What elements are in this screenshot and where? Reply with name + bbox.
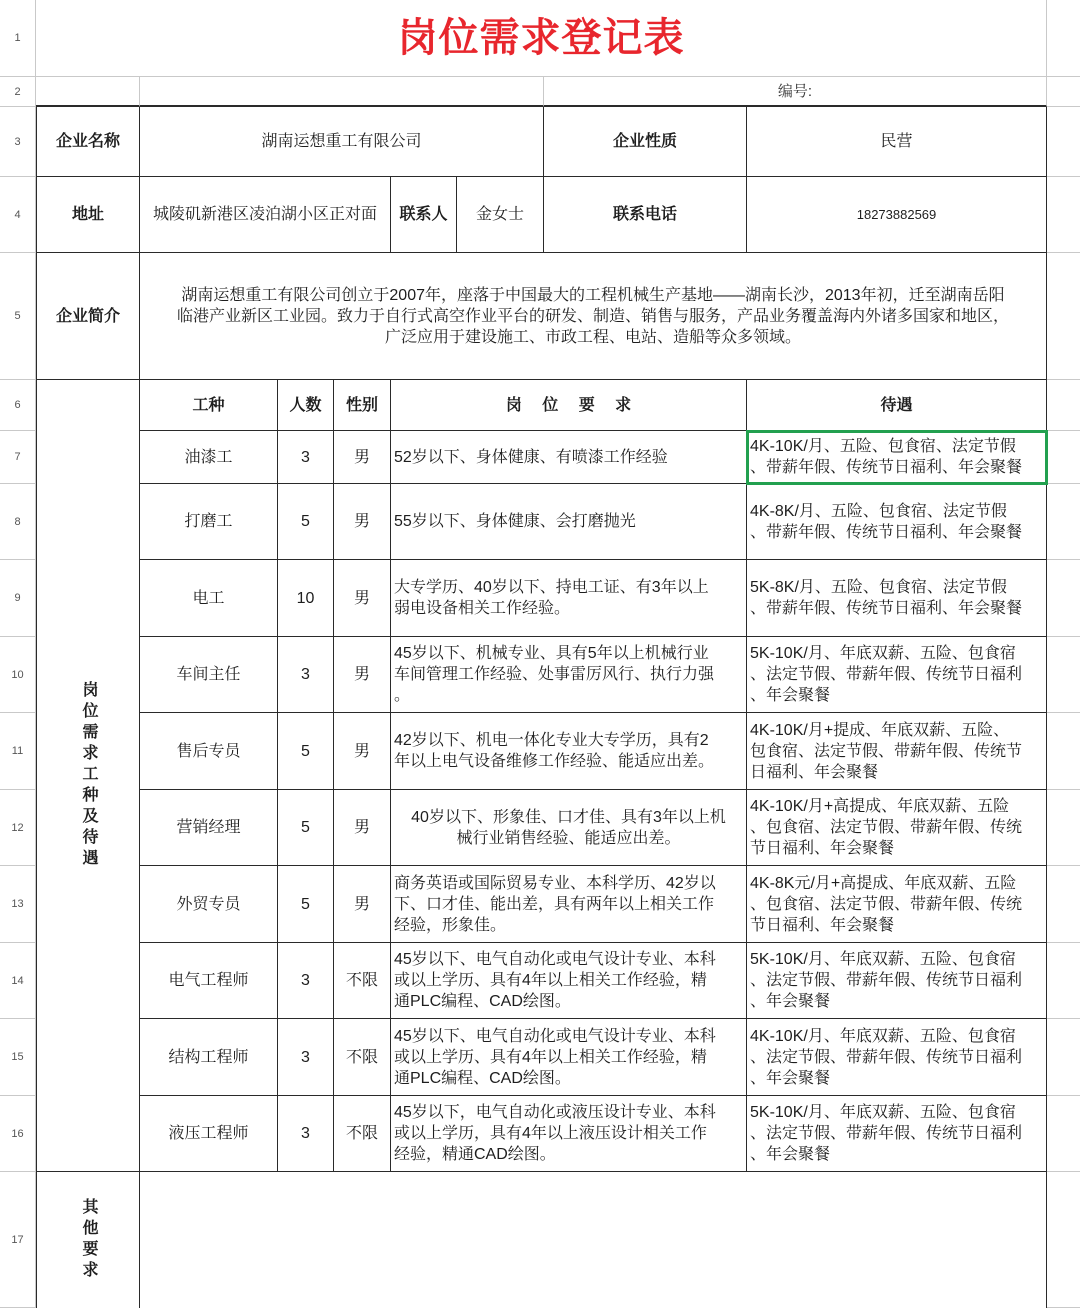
row-header-15[interactable]: 15: [0, 1019, 36, 1095]
job-title-cell[interactable]: 打磨工: [140, 484, 278, 560]
job-requirements-cell[interactable]: 42岁以下、机电一体化专业大专学历，具有2 年以上电气设备维修工作经验、能适应出差。: [391, 713, 747, 790]
row-header-12[interactable]: 12: [0, 790, 36, 865]
serial-number-cell[interactable]: 编号:: [544, 77, 1047, 107]
contact-label[interactable]: 联系人: [391, 177, 457, 253]
jobs-section-cell[interactable]: [36, 380, 140, 1172]
page-title: 岗位需求登记表: [397, 16, 685, 60]
address-label[interactable]: 地址: [36, 177, 140, 253]
job-headcount-cell[interactable]: 3: [278, 637, 334, 713]
job-benefits-cell[interactable]: 4K-10K/月、年底双薪、五险、包食宿 、法定节假、带薪年假、传统节日福利 、年会聚餐: [747, 1019, 1047, 1096]
job-title-cell[interactable]: 车间主任: [140, 637, 278, 713]
row-header-5[interactable]: 5: [0, 253, 36, 379]
job-benefits-cell[interactable]: 5K-10K/月、年底双薪、五险、包食宿 、法定节假、带薪年假、传统节日福利 、年会聚餐: [747, 943, 1047, 1019]
job-requirements-cell[interactable]: 商务英语或国际贸易专业、本科学历、42岁以 下、口才佳、能出差，具有两年以上相关工作 经验，形象佳。: [391, 866, 747, 943]
address-value[interactable]: 城陵矶新港区凌泊湖小区正对面: [140, 177, 391, 253]
row-header-7[interactable]: 7: [0, 431, 36, 483]
phone-label[interactable]: 联系电话: [544, 177, 747, 253]
job-headcount-cell[interactable]: 5: [278, 790, 334, 866]
job-title-cell[interactable]: 外贸专员: [140, 866, 278, 943]
row-header-8[interactable]: 8: [0, 484, 36, 559]
job-headcount-cell[interactable]: 5: [278, 484, 334, 560]
job-benefits-cell[interactable]: 4K-8K元/月+高提成、年底双薪、五险 、包食宿、法定节假、带薪年假、传统 节日福利、年会聚餐: [747, 866, 1047, 943]
row-header-2[interactable]: 2: [0, 77, 36, 106]
header-requirements[interactable]: 岗 位 要 求: [391, 380, 747, 431]
job-requirements-cell[interactable]: 45岁以下、电气自动化或电气设计专业、本科 或以上学历、具有4年以上相关工作经验，精 通PLC编程、CAD绘图。: [391, 1019, 747, 1096]
row-header-1[interactable]: 1: [0, 0, 36, 76]
job-benefits-cell[interactable]: 5K-8K/月、五险、包食宿、法定节假 、带薪年假、传统节日福利、年会聚餐: [747, 560, 1047, 637]
job-requirements-cell[interactable]: 55岁以下、身体健康、会打磨抛光: [391, 484, 747, 560]
row-header-11[interactable]: 11: [0, 713, 36, 789]
job-gender-cell[interactable]: 男: [334, 637, 391, 713]
company-intro-value[interactable]: 湖南运想重工有限公司创立于2007年，座落于中国最大的工程机械生产基地——湖南长沙，2013年初，迁至湖南岳阳 临港产业新区工业园。致力于自行式高空作业平台的研发、制造、销售与服务，产品业务覆盖海内外诸多国家和地区， 广泛应用于建设施工、市政工程、电站、造船等众多领域。: [140, 253, 1047, 380]
row-header-6[interactable]: 6: [0, 380, 36, 430]
job-requirements-cell[interactable]: 45岁以下、电气自动化或电气设计专业、本科 或以上学历、具有4年以上相关工作经验，精 通PLC编程、CAD绘图。: [391, 943, 747, 1019]
job-title-cell[interactable]: 营销经理: [140, 790, 278, 866]
job-gender-cell[interactable]: 男: [334, 431, 391, 484]
job-headcount-cell[interactable]: 3: [278, 1096, 334, 1172]
job-headcount-cell[interactable]: 10: [278, 560, 334, 637]
header-headcount[interactable]: 人数: [278, 380, 334, 431]
row-header-14[interactable]: 14: [0, 943, 36, 1018]
job-title-cell[interactable]: 液压工程师: [140, 1096, 278, 1172]
row-header-3[interactable]: 3: [0, 107, 36, 176]
job-benefits-cell[interactable]: 4K-8K/月、五险、包食宿、法定节假 、带薪年假、传统节日福利、年会聚餐: [747, 484, 1047, 560]
job-title-cell[interactable]: 结构工程师: [140, 1019, 278, 1096]
job-title-cell[interactable]: 电工: [140, 560, 278, 637]
cell-a2[interactable]: [36, 77, 140, 107]
job-benefits-cell[interactable]: 5K-10K/月、年底双薪、五险、包食宿 、法定节假、带薪年假、传统节日福利 、年会聚餐: [747, 1096, 1047, 1172]
job-gender-cell[interactable]: 男: [334, 790, 391, 866]
job-gender-cell[interactable]: 不限: [334, 1096, 391, 1172]
row-header-9[interactable]: 9: [0, 560, 36, 636]
job-requirements-cell[interactable]: 大专学历、40岁以下、持电工证、有3年以上 弱电设备相关工作经验。: [391, 560, 747, 637]
job-gender-cell[interactable]: 不限: [334, 1019, 391, 1096]
job-gender-cell[interactable]: 男: [334, 560, 391, 637]
header-job-title[interactable]: 工种: [140, 380, 278, 431]
contact-value[interactable]: 金女士: [457, 177, 544, 253]
company-type-value[interactable]: 民营: [747, 107, 1047, 177]
job-title-cell[interactable]: 电气工程师: [140, 943, 278, 1019]
row-header-13[interactable]: 13: [0, 866, 36, 942]
job-title-cell[interactable]: 售后专员: [140, 713, 278, 790]
job-title-cell[interactable]: 油漆工: [140, 431, 278, 484]
company-type-label[interactable]: 企业性质: [544, 107, 747, 177]
cell-b2[interactable]: [140, 77, 544, 107]
title-cell[interactable]: [36, 0, 1047, 77]
job-benefits-cell[interactable]: 5K-10K/月、年底双薪、五险、包食宿 、法定节假、带薪年假、传统节日福利 、年会聚餐: [747, 637, 1047, 713]
job-benefits-cell[interactable]: 4K-10K/月、五险、包食宿、法定节假 、带薪年假、传统节日福利、年会聚餐: [747, 431, 1047, 484]
row-header-10[interactable]: 10: [0, 637, 36, 712]
job-benefits-cell[interactable]: 4K-10K/月+高提成、年底双薪、五险 、包食宿、法定节假、带薪年假、传统 节日福利、年会聚餐: [747, 790, 1047, 866]
other-requirements-label: 其他要求: [80, 1198, 97, 1282]
jobs-section-label: 岗位需求工种及待遇: [80, 681, 97, 870]
job-headcount-cell[interactable]: 5: [278, 713, 334, 790]
job-headcount-cell[interactable]: 3: [278, 431, 334, 484]
company-name-label[interactable]: 企业名称: [36, 107, 140, 177]
row-header-16[interactable]: 16: [0, 1096, 36, 1171]
phone-value[interactable]: 18273882569: [747, 177, 1047, 253]
job-requirements-cell[interactable]: 40岁以下、形象佳、口才佳、具有3年以上机 械行业销售经验、能适应出差。: [391, 790, 747, 866]
company-name-value[interactable]: 湖南运想重工有限公司: [140, 107, 544, 177]
job-gender-cell[interactable]: 男: [334, 484, 391, 560]
other-requirements-cell[interactable]: [36, 1172, 140, 1308]
company-intro-label[interactable]: 企业简介: [36, 253, 140, 380]
job-requirements-cell[interactable]: 45岁以下、机械专业、具有5年以上机械行业 车间管理工作经验、处事雷厉风行、执行力强 。: [391, 637, 747, 713]
job-requirements-cell[interactable]: 45岁以下，电气自动化或液压设计专业、本科 或以上学历，具有4年以上液压设计相关工作 经验，精通CAD绘图。: [391, 1096, 747, 1172]
job-headcount-cell[interactable]: 5: [278, 866, 334, 943]
job-gender-cell[interactable]: 男: [334, 713, 391, 790]
row-header-17[interactable]: 17: [0, 1172, 36, 1307]
job-headcount-cell[interactable]: 3: [278, 1019, 334, 1096]
job-headcount-cell[interactable]: 3: [278, 943, 334, 1019]
header-gender[interactable]: 性别: [334, 380, 391, 431]
row-header-4[interactable]: 4: [0, 177, 36, 252]
job-gender-cell[interactable]: 男: [334, 866, 391, 943]
job-gender-cell[interactable]: 不限: [334, 943, 391, 1019]
job-benefits-cell[interactable]: 4K-10K/月+提成、年底双薪、五险、 包食宿、法定节假、带薪年假、传统节 日福利、年会聚餐: [747, 713, 1047, 790]
other-requirements-value[interactable]: [140, 1172, 1047, 1308]
job-requirements-cell[interactable]: 52岁以下、身体健康、有喷漆工作经验: [391, 431, 747, 484]
header-benefits[interactable]: 待遇: [747, 380, 1047, 431]
